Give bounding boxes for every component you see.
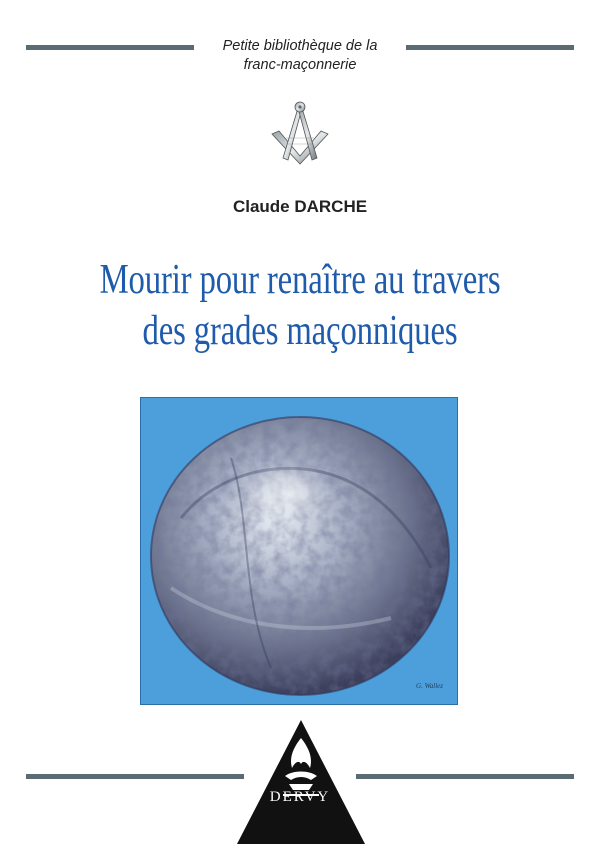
series-name — [186, 37, 414, 75]
sphere-illustration — [141, 398, 458, 705]
square-and-compass-icon — [268, 98, 332, 166]
book-title — [82, 255, 519, 357]
bottom-left-rule — [26, 774, 244, 779]
publisher-name: DERVY — [269, 789, 331, 805]
title-line-1: Mourir pour renaître au travers — [99, 257, 501, 303]
top-left-rule — [26, 45, 194, 50]
top-right-rule — [406, 45, 574, 50]
dervy-mountain-logo-icon — [235, 718, 367, 844]
series-line-1: Petite bibliothèque de la — [222, 38, 378, 54]
series-line-2: franc-maçonnerie — [243, 57, 357, 73]
cover-artwork — [140, 397, 458, 705]
title-line-2: des grades maçonniques — [142, 308, 458, 354]
author-name: Claude DARCHE — [232, 197, 368, 216]
artist-signature: G. Wallez — [416, 682, 443, 690]
bottom-right-rule — [356, 774, 574, 779]
